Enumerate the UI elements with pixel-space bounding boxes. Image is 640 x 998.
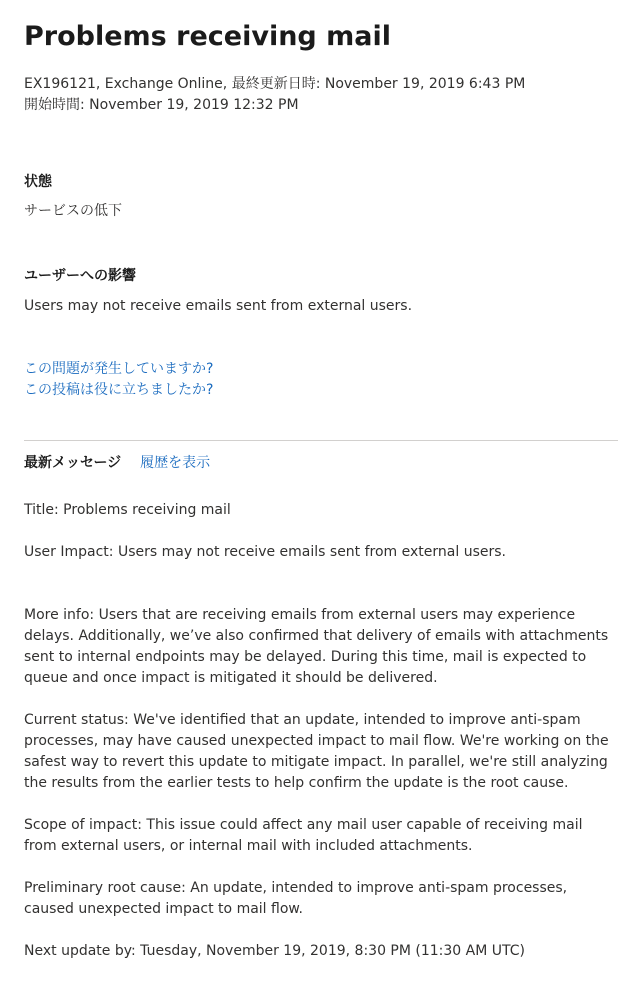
incident-meta: EX196121, Exchange Online, 最終更新日時: November 19, 2019 6:43 PM — [24, 76, 526, 92]
helpful-link[interactable]: この投稿は役に立ちましたか? — [24, 382, 214, 398]
message-current-status: Current status: We've identified that an update, intended to improve anti-spam processes, may have caused unexpected impact to mail flow. We're working on the safest way to revert this update to mitigate impact. In parallel, we're still analyzing the results from the earlier tests to help confirm the update is the root cause. — [24, 712, 609, 791]
incident-start-time: 開始時間: November 19, 2019 12:32 PM — [24, 97, 299, 113]
affected-link[interactable]: この問題が発生していますか? — [24, 361, 214, 377]
status-label: 状態 — [24, 174, 52, 190]
latest-message-header — [24, 453, 616, 474]
latest-message-label: 最新メッセージ — [24, 455, 122, 471]
message-root-cause: Preliminary root cause: An update, intended to improve anti-spam processes, caused unexpected impact to mail flow. — [24, 880, 568, 917]
user-impact-value: Users may not receive emails sent from external users. — [24, 298, 413, 314]
feedback-links — [24, 359, 616, 401]
message-title: Title: Problems receiving mail — [24, 502, 231, 518]
message-more-info: More info: Users that are receiving emails from external users may experience delays. Additionally, we’ve also confirmed that delivery of emails with attachments sent to internal endpoints may be delayed. During this time, mail is expected to queue and once impact is mitigated it should be delivered. — [24, 607, 609, 686]
section-divider — [24, 440, 618, 441]
message-scope: Scope of impact: This issue could affect any mail user capable of receiving mail from external users, or internal mail with included attachments. — [24, 817, 583, 854]
page-title: Problems receiving mail — [24, 21, 392, 52]
user-impact-label: ユーザーへの影響 — [24, 268, 136, 284]
view-history-link[interactable]: 履歴を表示 — [140, 455, 211, 471]
message-next-update: Next update by: Tuesday, November 19, 2019, 8:30 PM (11:30 AM UTC) — [24, 943, 525, 959]
status-value: サービスの低下 — [24, 203, 122, 219]
message-user-impact: User Impact: Users may not receive emails sent from external users. — [24, 544, 506, 560]
